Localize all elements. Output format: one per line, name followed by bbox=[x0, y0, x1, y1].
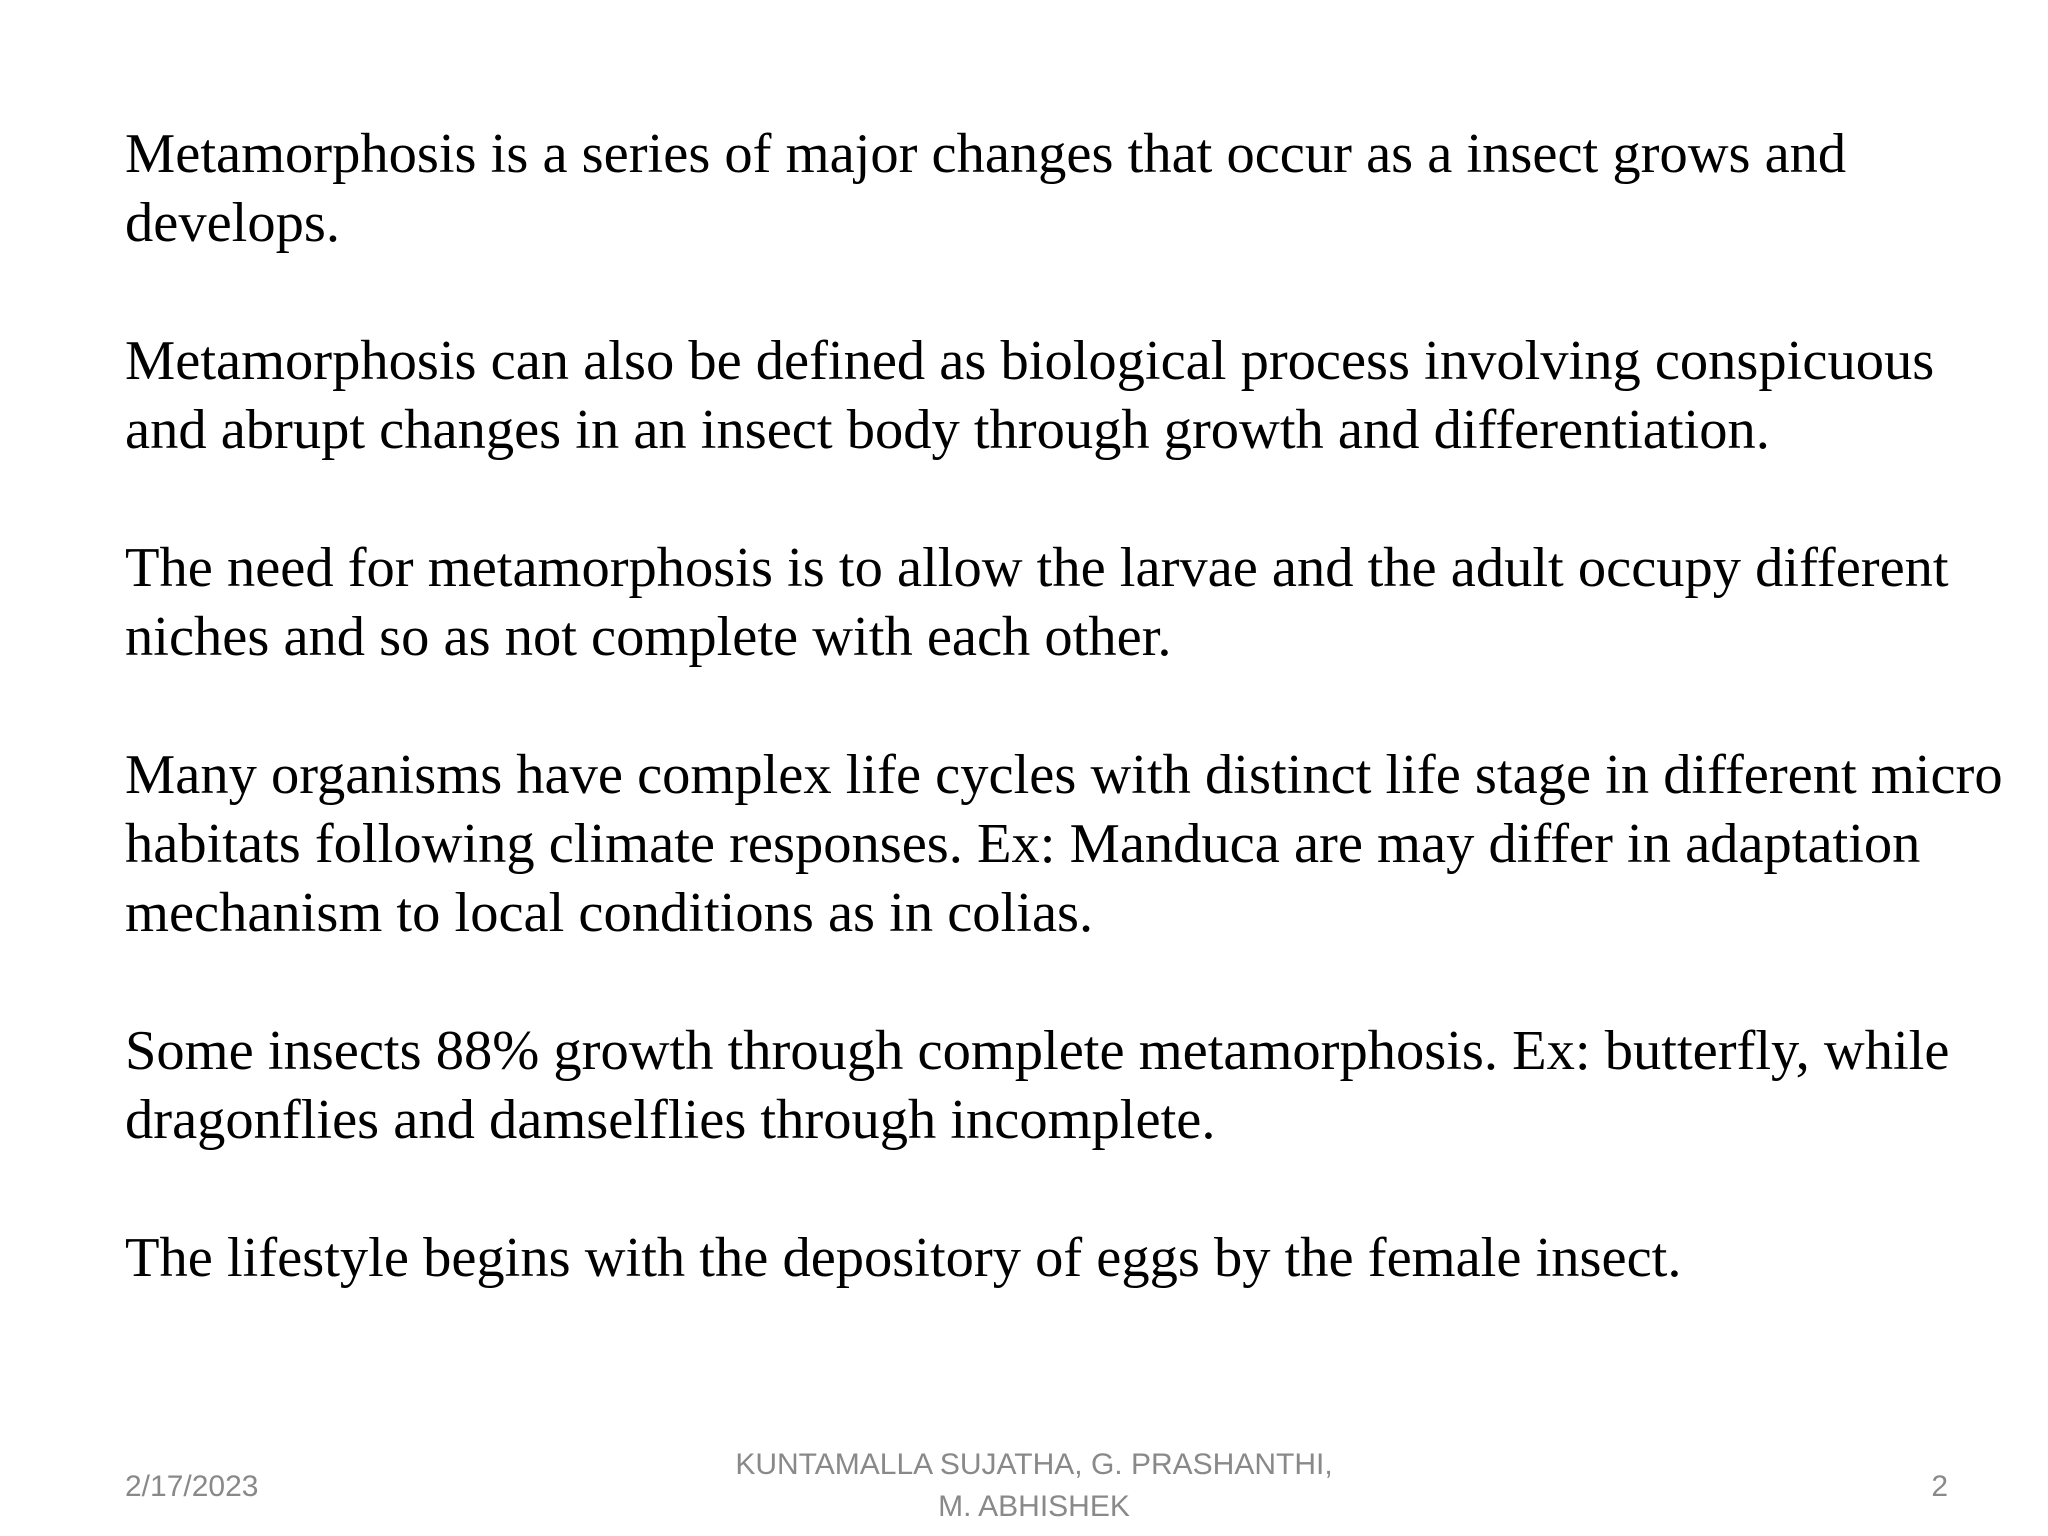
footer-date: 2/17/2023 bbox=[125, 1470, 259, 1503]
footer-page-number: 2 bbox=[1931, 1470, 1948, 1503]
footer-authors bbox=[634, 1444, 1434, 1528]
footer-authors-line-1: KUNTAMALLA SUJATHA, G. PRASHANTHI, bbox=[735, 1448, 1333, 1481]
footer-authors-line-2: M. ABHISHEK bbox=[938, 1490, 1130, 1523]
slide-body bbox=[125, 120, 2005, 1293]
paragraph-biological-process: Metamorphosis can also be defined as biological process involving conspicuous and abrupt changes in an insect body through growth and differentiation. bbox=[125, 330, 1935, 461]
paragraph-need: The need for metamorphosis is to allow the larvae and the adult occupy different niches and so as not complete with each other. bbox=[125, 537, 1949, 668]
paragraph-complete-metamorphosis: Some insects 88% growth through complete metamorphosis. Ex: butterfly, while dragonflies and damselflies through incomplete. bbox=[125, 1020, 1950, 1151]
paragraph-life-cycles: Many organisms have complex life cycles with distinct life stage in different micro habitats following climate responses. Ex: Manduca are may differ in adaptation mechanism to local conditions as in colias. bbox=[125, 744, 2003, 944]
paragraph-lifestyle: The lifestyle begins with the depository of eggs by the female insect. bbox=[125, 1227, 1682, 1289]
paragraph-definition: Metamorphosis is a series of major changes that occur as a insect grows and develops. bbox=[125, 123, 1847, 254]
